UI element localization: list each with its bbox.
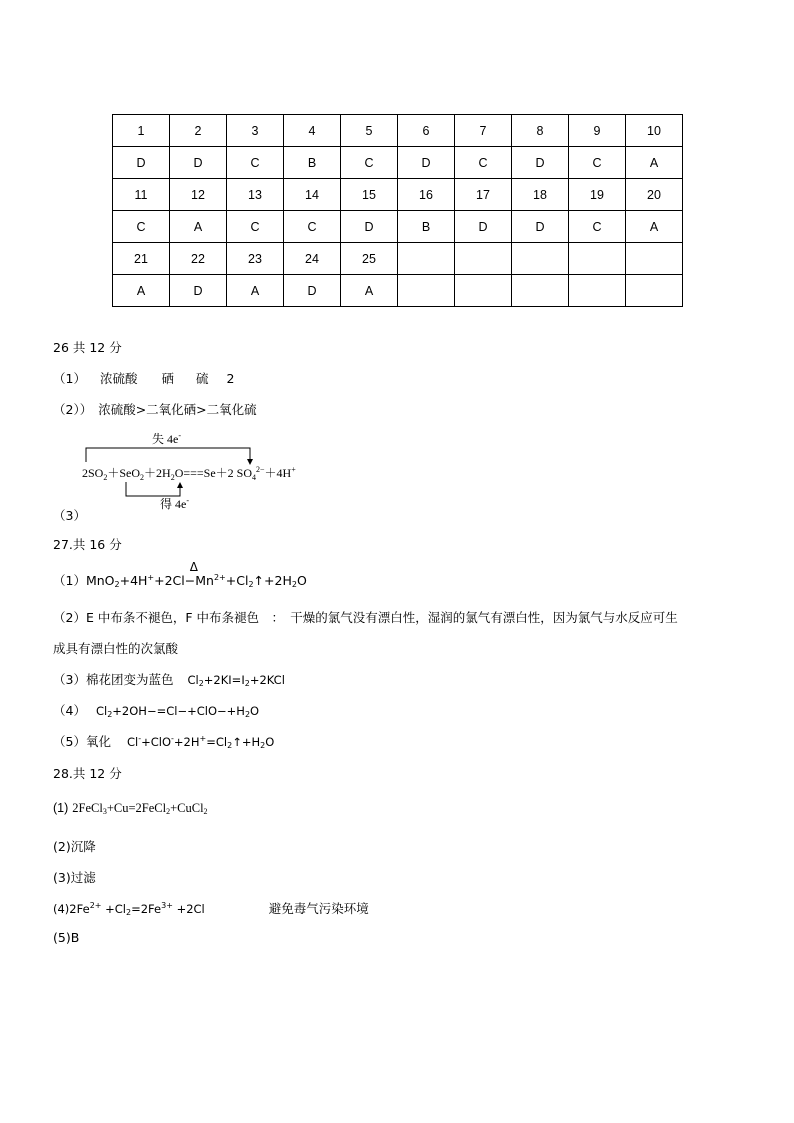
q28-part3: (3)过滤 [53, 870, 96, 885]
table-cell: 5 [341, 115, 398, 147]
table-cell: 19 [569, 179, 626, 211]
table-cell: 1 [113, 115, 170, 147]
table-row-answers [113, 211, 683, 243]
q27-part2-line2: 成具有漂白性的次氯酸 [53, 641, 179, 656]
electron-loss-label: 失 4e- [152, 431, 181, 446]
table-cell: 15 [341, 179, 398, 211]
table-row-question-numbers [113, 179, 683, 211]
table-cell: D [341, 211, 398, 243]
q26-part3-label: （3） [53, 508, 86, 523]
table-cell: A [626, 147, 683, 179]
table-cell [569, 275, 626, 307]
table-cell: 8 [512, 115, 569, 147]
table-cell: 25 [341, 243, 398, 275]
table-cell: A [341, 275, 398, 307]
q26-heading: 26 共 12 分 [53, 340, 122, 355]
table-cell: 16 [398, 179, 455, 211]
table-cell: C [113, 211, 170, 243]
table-row-answers [113, 147, 683, 179]
table-cell: C [284, 211, 341, 243]
table-cell [455, 275, 512, 307]
q28-part4: $(4)2Fe^{2+} +Cl_2=2Fe^{3+} +2Cl$ 避免毒气污染环境 [53, 901, 369, 917]
table-cell [569, 243, 626, 275]
table-cell [512, 243, 569, 275]
table-cell [626, 275, 683, 307]
table-cell: D [113, 147, 170, 179]
q26-part1 [53, 369, 234, 387]
table-cell [398, 275, 455, 307]
q27-part3: （3）棉花团变为蓝色 $Cl_2+2KI=I_2+2KCl$ [53, 672, 285, 688]
table-row-answers [113, 275, 683, 307]
q27-part5: （5）氧化 $Cl^-+ClO^-+2H^+=Cl_2↑+H_2O$ [53, 734, 275, 750]
q27-part2-line1: （2）E 中布条不褪色，F 中布条褪色 ： 干燥的氯气没有漂白性，湿润的氯气有漂白性，因为氯气与水反应可生 [53, 610, 678, 625]
table-cell: C [455, 147, 512, 179]
q28-part2: (2)沉降 [53, 839, 96, 854]
table-cell: 14 [284, 179, 341, 211]
table-cell: C [227, 211, 284, 243]
table-cell: A [170, 211, 227, 243]
redox-electron-transfer-diagram [78, 428, 318, 514]
table-cell: C [569, 211, 626, 243]
table-cell [512, 275, 569, 307]
table-cell: 3 [227, 115, 284, 147]
table-cell: 24 [284, 243, 341, 275]
electron-gain-bracket [126, 482, 180, 496]
redox-equation: $2SO_2+SeO_2+2H_2O===Se+2$ $SO_4^{2-}+4H^+$ [82, 465, 296, 482]
q27-part1: （1）MnO$_2$+4H++2Cl− Δ $Mn^{2+}+Cl_2↑+2H_2O$ [53, 560, 307, 589]
table-cell: D [455, 211, 512, 243]
table-cell: 6 [398, 115, 455, 147]
table-cell: 9 [569, 115, 626, 147]
q28-part1: (1) 2FeCl$_3$+Cu=2FeCl$_2$+CuCl$_2$ [53, 801, 208, 816]
table-cell: 13 [227, 179, 284, 211]
table-cell: D [284, 275, 341, 307]
table-cell: D [170, 147, 227, 179]
table-cell [398, 243, 455, 275]
q26-part2-answer: 浓硫酸>二氧化硒>二氧化硫 [98, 402, 257, 417]
q27-part4: （4） $Cl_2+2OH-=Cl-+ClO-+H_2O$ [53, 703, 260, 719]
table-cell: 17 [455, 179, 512, 211]
table-cell: 7 [455, 115, 512, 147]
table-cell: D [512, 147, 569, 179]
q26-part1-label: （1） [53, 371, 86, 386]
table-cell: 21 [113, 243, 170, 275]
answer-table [112, 114, 683, 307]
table-cell: C [341, 147, 398, 179]
q28-heading: 28.共 12 分 [53, 766, 122, 781]
electron-loss-bracket [86, 448, 250, 462]
heating-symbol: Δ [189, 560, 198, 574]
table-cell: B [398, 211, 455, 243]
table-cell: A [227, 275, 284, 307]
table-cell: D [398, 147, 455, 179]
table-cell: C [227, 147, 284, 179]
table-cell: 23 [227, 243, 284, 275]
q26-part1-answer-a: 浓硫酸 [99, 371, 138, 386]
table-cell: 22 [170, 243, 227, 275]
table-cell: 12 [170, 179, 227, 211]
q27-heading: 27.共 16 分 [53, 537, 122, 552]
table-cell: D [512, 211, 569, 243]
q26-part1-answer-c: 硫 [195, 371, 209, 386]
table-cell: B [284, 147, 341, 179]
table-row-question-numbers [113, 115, 683, 147]
table-cell [626, 243, 683, 275]
table-cell: A [626, 211, 683, 243]
table-cell [455, 243, 512, 275]
q26-part1-answer-b: 硒 [161, 371, 174, 386]
table-cell: 18 [512, 179, 569, 211]
table-cell: C [569, 147, 626, 179]
table-cell: 2 [170, 115, 227, 147]
table-cell: 20 [626, 179, 683, 211]
table-row-question-numbers [113, 243, 683, 275]
electron-gain-label: 得 4e- [160, 496, 189, 511]
arrow-head-up [177, 482, 183, 488]
q26-part2 [53, 400, 257, 418]
q26-part1-answer-d: 2 [226, 371, 235, 386]
q28-part5: (5)B [53, 930, 80, 945]
table-cell: A [113, 275, 170, 307]
arrow-head-down [247, 459, 253, 465]
table-cell: D [170, 275, 227, 307]
table-cell: 10 [626, 115, 683, 147]
table-cell: 11 [113, 179, 170, 211]
q26-part2-label: （2）） [53, 402, 93, 417]
table-cell: 4 [284, 115, 341, 147]
